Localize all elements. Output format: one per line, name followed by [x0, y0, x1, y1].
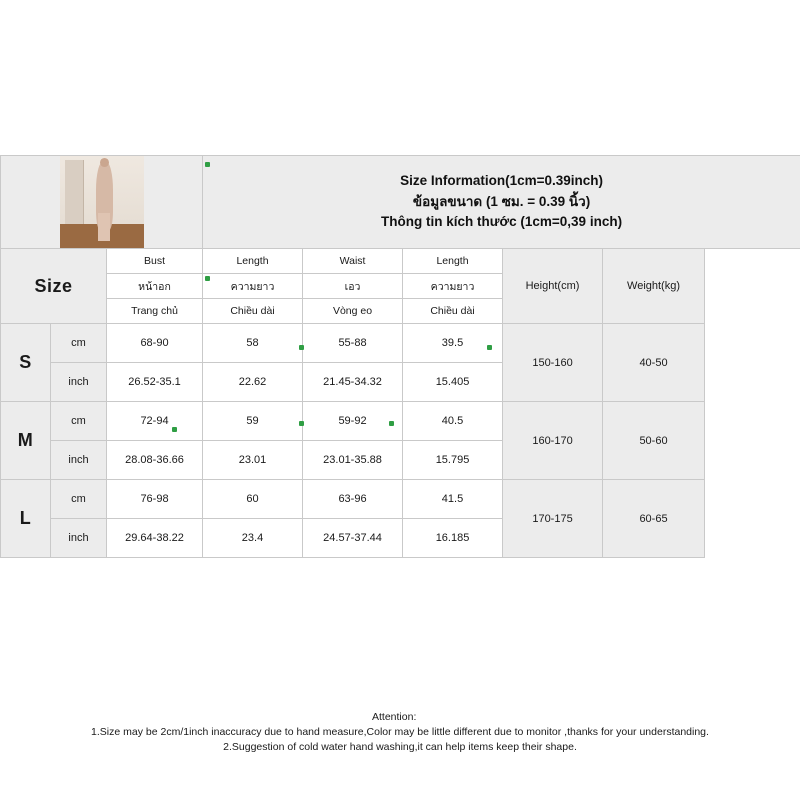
- row-m-unit-cm: cm: [51, 402, 107, 441]
- table-title-row: [1, 156, 800, 249]
- header-bust-en: Bust: [107, 249, 203, 274]
- title-line-vi: Thông tin kích thước (1cm=0,39 inch): [381, 214, 623, 230]
- green-mark-icon: [205, 276, 210, 281]
- header-length1-en: Length: [203, 249, 303, 274]
- header-row-en: [1, 249, 800, 274]
- row-size-s: S: [1, 324, 51, 402]
- row-l-cm-bust: 76-98: [107, 480, 203, 519]
- row-s-cm-bust: 68-90: [107, 324, 203, 363]
- row-l-height: 170-175: [503, 480, 603, 558]
- attention-heading: Attention:: [372, 711, 417, 723]
- header-waist-en: Waist: [303, 249, 403, 274]
- size-information-title: [203, 156, 800, 249]
- header-length2-vi: Chiều dài: [403, 299, 503, 324]
- size-table: [0, 155, 800, 558]
- product-thumbnail: [60, 156, 144, 248]
- row-l-inch-length1: 23.4: [203, 519, 303, 558]
- header-length1-vi: Chiều dài: [203, 299, 303, 324]
- row-m-unit-inch: inch: [51, 441, 107, 480]
- header-waist-vi: Vòng eo: [303, 299, 403, 324]
- header-length2-th: ความยาว: [403, 274, 503, 299]
- row-m-inch-bust: 28.08-36.66: [107, 441, 203, 480]
- row-s-inch-length1: 22.62: [203, 363, 303, 402]
- green-mark-icon: [299, 421, 304, 426]
- green-mark-icon: [487, 345, 492, 350]
- row-l-cm-length1: 60: [203, 480, 303, 519]
- size-chart-sheet: [0, 155, 800, 754]
- row-m-inch-length2: 15.795: [403, 441, 503, 480]
- row-s-height: 150-160: [503, 324, 603, 402]
- attention-line-1: 1.Size may be 2cm/1inch inaccuracy due to hand measure,Color may be little different due to monitor ,thanks for your understanding.: [91, 726, 709, 739]
- row-s-inch-waist: 21.45-34.32: [303, 363, 403, 402]
- row-s-unit-inch: inch: [51, 363, 107, 402]
- header-weight: Weight(kg): [603, 249, 705, 324]
- row-s-unit-cm: cm: [51, 324, 107, 363]
- table-row: [1, 402, 800, 441]
- size-column-header: Size: [1, 249, 107, 324]
- row-l-unit-cm: cm: [51, 480, 107, 519]
- row-l-weight: 60-65: [603, 480, 705, 558]
- green-mark-icon: [205, 162, 210, 167]
- row-l-inch-length2: 16.185: [403, 519, 503, 558]
- row-l-inch-bust: 29.64-38.22: [107, 519, 203, 558]
- row-m-cm-waist: 59-92: [303, 402, 403, 441]
- attention-line-2: 2.Suggestion of cold water hand washing,it can help items keep their shape.: [223, 741, 577, 754]
- row-m-cm-length1: 59: [203, 402, 303, 441]
- header-length1-th: ความยาว: [203, 274, 303, 299]
- header-waist-th: เอว: [303, 274, 403, 299]
- green-mark-icon: [172, 427, 177, 432]
- row-m-weight: 50-60: [603, 402, 705, 480]
- header-bust-th: หน้าอก: [107, 274, 203, 299]
- row-size-m: M: [1, 402, 51, 480]
- title-line-en: Size Information(1cm=0.39inch): [400, 172, 604, 188]
- row-m-cm-length2: 40.5: [403, 402, 503, 441]
- row-m-inch-waist: 23.01-35.88: [303, 441, 403, 480]
- row-s-cm-waist: 55-88: [303, 324, 403, 363]
- row-m-inch-length1: 23.01: [203, 441, 303, 480]
- attention-block: [0, 710, 800, 756]
- row-l-inch-waist: 24.57-37.44: [303, 519, 403, 558]
- title-line-th: ข้อมูลขนาด (1 ซม. = 0.39 นิ้ว): [412, 193, 591, 209]
- row-s-inch-bust: 26.52-35.1: [107, 363, 203, 402]
- row-l-unit-inch: inch: [51, 519, 107, 558]
- green-mark-icon: [299, 345, 304, 350]
- header-height: Height(cm): [503, 249, 603, 324]
- header-length2-en: Length: [403, 249, 503, 274]
- row-l-cm-waist: 63-96: [303, 480, 403, 519]
- row-s-cm-length1: 58: [203, 324, 303, 363]
- row-m-cm-bust: 72-94: [107, 402, 203, 441]
- row-l-cm-length2: 41.5: [403, 480, 503, 519]
- green-mark-icon: [389, 421, 394, 426]
- row-s-cm-length2: 39.5: [403, 324, 503, 363]
- table-row: [1, 480, 800, 519]
- table-row: [1, 324, 800, 363]
- product-thumbnail-cell: [1, 156, 203, 249]
- row-s-weight: 40-50: [603, 324, 705, 402]
- row-s-inch-length2: 15.405: [403, 363, 503, 402]
- row-size-l: L: [1, 480, 51, 558]
- header-bust-vi: Trang chủ: [107, 299, 203, 324]
- row-m-height: 160-170: [503, 402, 603, 480]
